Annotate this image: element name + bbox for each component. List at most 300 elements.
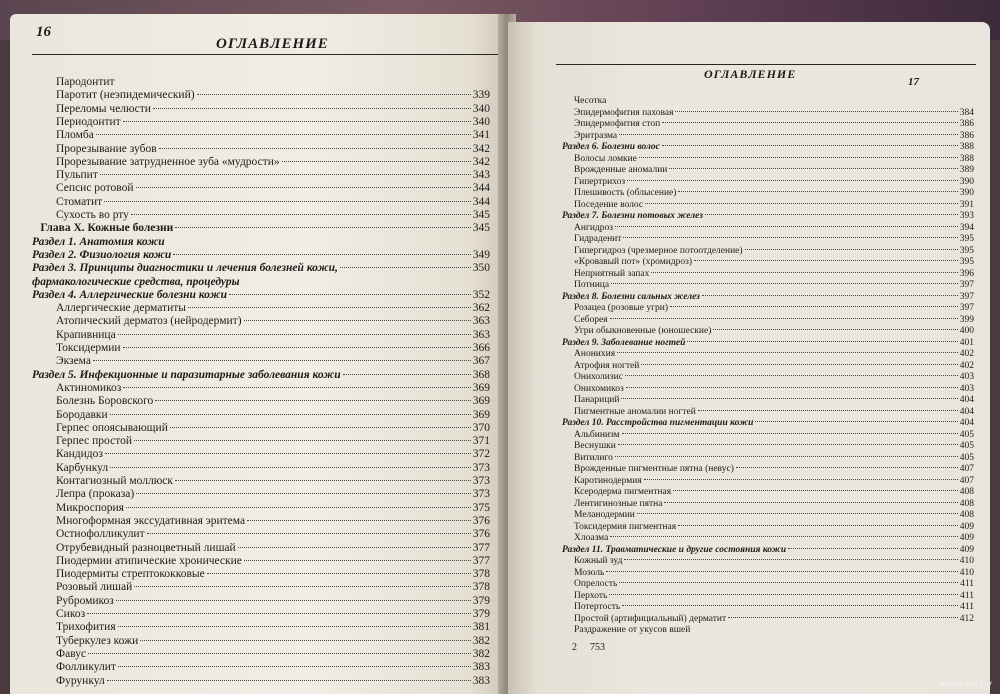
toc-entry-title: Мозоль <box>574 567 605 578</box>
toc-entry-title: Раздражение от укусов вшей <box>574 625 691 635</box>
toc-leader-dots <box>87 613 471 614</box>
toc-leader-dots <box>131 214 471 215</box>
toc-entry-title: Актиномикоз <box>56 381 122 394</box>
toc-leader-dots <box>651 272 957 273</box>
toc-entry-title: Прорезывание затрудненное зуба «мудрости» <box>56 155 280 168</box>
toc-entry <box>32 103 490 115</box>
toc-leader-dots <box>755 421 957 422</box>
toc-entry-page: 395 <box>959 245 974 256</box>
toc-entry <box>32 475 490 487</box>
toc-leader-dots <box>615 456 958 457</box>
toc-entry-title: Меланодермии <box>574 510 635 520</box>
toc-entry-page: 369 <box>472 408 490 421</box>
toc-entry <box>562 591 974 601</box>
left-page <box>10 14 508 694</box>
toc-leader-dots <box>678 191 957 192</box>
toc-entry <box>562 96 974 106</box>
toc-leader-dots <box>615 226 958 227</box>
toc-entry <box>562 131 974 141</box>
toc-entry-title: Лепра (проказа) <box>56 488 135 501</box>
toc-entry <box>32 315 490 327</box>
toc-entry-page: 342 <box>472 155 490 168</box>
toc-entry <box>562 223 974 233</box>
toc-entry-page: 370 <box>472 421 490 434</box>
toc-entry-page: 363 <box>472 315 490 328</box>
toc-entry-page: 340 <box>472 115 490 128</box>
toc-entry-page: 394 <box>959 222 974 233</box>
toc-leader-dots <box>745 249 958 250</box>
toc-entry-title: Фавус <box>56 647 87 660</box>
toc-entry <box>32 116 490 128</box>
toc-entry <box>562 487 974 497</box>
toc-entry <box>562 257 974 267</box>
toc-entry-title: Пародонтит <box>56 76 115 88</box>
toc-entry-page: 397 <box>959 303 974 313</box>
toc-leader-dots <box>626 387 958 388</box>
toc-entry-page: 409 <box>959 544 974 555</box>
toc-leader-dots <box>639 157 958 158</box>
toc-entry <box>32 528 490 540</box>
right-page <box>508 22 990 694</box>
toc-entry <box>32 196 490 208</box>
toc-entry-title: Каротинодермия <box>574 475 642 486</box>
toc-entry <box>32 555 490 567</box>
toc-entry-title: Веснушки <box>574 441 616 451</box>
toc-entry-page: 405 <box>959 429 974 440</box>
toc-entry-title: Болезнь Боровского <box>56 395 154 408</box>
toc-leader-dots <box>698 410 958 411</box>
toc-entry <box>562 349 974 359</box>
toc-entry <box>562 303 974 313</box>
toc-entry-title: Многоформная экссудативная эритема <box>56 514 246 527</box>
toc-leader-dots <box>134 586 470 587</box>
toc-entry <box>32 488 490 500</box>
toc-entry-title: Раздел 7. Болезни потовых желез <box>562 211 703 221</box>
toc-leader-dots <box>118 334 471 335</box>
toc-leader-dots <box>669 168 957 169</box>
toc-leader-dots <box>644 479 958 480</box>
toc-leader-dots <box>116 600 471 601</box>
toc-entry <box>32 675 490 687</box>
toc-entry-page: 404 <box>959 418 974 428</box>
toc-leader-dots <box>247 520 471 521</box>
toc-leader-dots <box>624 559 957 560</box>
toc-entry-title: Раздел 2. Физиология кожи <box>32 248 172 261</box>
toc-entry-page: 377 <box>472 554 490 567</box>
toc-entry-title: Эпидермофития стоп <box>574 119 661 129</box>
toc-entry-page: 386 <box>959 119 974 129</box>
toc-leader-dots <box>641 364 957 365</box>
toc-entry-page: 369 <box>472 381 490 394</box>
toc-entry-page: 363 <box>472 328 490 341</box>
toc-leader-dots <box>617 352 958 353</box>
toc-entry <box>562 476 974 486</box>
toc-leader-dots <box>173 254 470 255</box>
toc-entry-page: 345 <box>472 222 490 235</box>
toc-entry-page: 409 <box>959 521 974 532</box>
toc-entry <box>562 384 974 394</box>
toc-entry <box>32 342 490 354</box>
toc-entry <box>32 462 490 474</box>
toc-entry-title: Раздел 5. Инфекционные и паразитарные заболевания кожи <box>32 368 341 381</box>
toc-entry-title: Атрофия ногтей <box>574 360 640 371</box>
toc-entry <box>562 372 974 382</box>
toc-entry <box>32 156 490 168</box>
toc-leader-dots <box>619 134 958 135</box>
toc-leader-dots <box>188 307 471 308</box>
left-page-header: ОГЛАВЛЕНИЕ <box>216 36 329 52</box>
toc-entry-title: Остиофолликулит <box>56 528 145 541</box>
toc-leader-dots <box>673 490 958 491</box>
toc-entry <box>32 448 490 460</box>
toc-entry-page: 403 <box>959 383 974 394</box>
toc-entry <box>32 76 490 88</box>
toc-entry-page: 409 <box>959 533 974 543</box>
footer-code: 753 <box>590 642 605 653</box>
toc-entry-title: Прорезывание зубов <box>56 142 157 155</box>
toc-entry <box>562 441 974 451</box>
toc-entry-title: Розовый лишай <box>56 581 133 594</box>
toc-entry-title: Пиодермиты стрептококковые <box>56 568 205 581</box>
toc-entry <box>562 430 974 440</box>
toc-entry-title: Раздел 9. Заболевание ногтей <box>562 337 686 348</box>
toc-entry-title: Раздел 11. Травматические и другие состояния кожи <box>562 544 787 555</box>
toc-entry-title: Раздел 4. Аллергические болезни кожи <box>32 288 227 301</box>
toc-leader-dots <box>282 161 471 162</box>
toc-entry-page: 389 <box>959 165 974 175</box>
toc-entry <box>32 143 490 155</box>
toc-entry-title: Глава X. Кожные болезни <box>40 222 174 235</box>
toc-leader-dots <box>244 560 471 561</box>
toc-entry-title: Ксеродерма пигментная <box>574 487 672 497</box>
toc-entry-page: 388 <box>959 153 974 164</box>
toc-entry-title: Альбинизм <box>574 429 620 440</box>
toc-leader-dots <box>126 507 471 508</box>
toc-entry-page: 410 <box>959 567 974 578</box>
toc-leader-dots <box>622 605 958 606</box>
toc-leader-dots <box>675 111 957 112</box>
toc-entry <box>32 515 490 527</box>
toc-entry <box>32 249 490 261</box>
toc-entry <box>562 568 974 578</box>
toc-entry <box>32 182 490 194</box>
toc-entry <box>562 361 974 371</box>
toc-entry-title: Кожный зуд <box>574 556 623 566</box>
toc-entry-page: 411 <box>960 590 974 601</box>
toc-leader-dots <box>118 626 471 627</box>
toc-leader-dots <box>622 433 958 434</box>
toc-leader-dots <box>610 318 958 319</box>
toc-entry-title: Раздел 6. Болезни волос <box>562 142 660 152</box>
toc-entry <box>562 234 974 244</box>
toc-leader-dots <box>153 108 471 109</box>
toc-leader-dots <box>147 533 471 534</box>
toc-entry-page: 376 <box>472 528 490 541</box>
toc-entry-page: 397 <box>959 280 974 290</box>
toc-entry-page: 373 <box>472 475 490 487</box>
toc-entry-page: 404 <box>959 395 974 405</box>
toc-entry <box>32 262 490 274</box>
toc-entry-title: Сикоз <box>56 608 86 620</box>
toc-leader-dots <box>140 640 471 641</box>
toc-leader-dots <box>645 203 958 204</box>
toc-entry <box>32 648 490 660</box>
toc-entry <box>562 579 974 589</box>
toc-entry <box>562 315 974 325</box>
toc-leader-dots <box>343 374 471 375</box>
toc-entry-page: 352 <box>472 288 490 301</box>
toc-entry <box>32 409 490 421</box>
toc-entry-page: 407 <box>959 464 974 474</box>
toc-entry <box>32 329 490 341</box>
toc-entry-page: 344 <box>472 182 490 195</box>
toc-entry <box>32 369 490 381</box>
toc-entry-title: Потница <box>574 280 610 290</box>
toc-entry <box>562 614 974 624</box>
toc-entry-title: Кандидоз <box>56 448 103 461</box>
toc-leader-dots <box>609 594 958 595</box>
right-header-rule <box>556 64 976 65</box>
toc-entry-page: 386 <box>959 130 974 141</box>
toc-leader-dots <box>118 666 471 667</box>
toc-entry-page: 399 <box>959 314 974 325</box>
toc-leader-dots <box>207 573 471 574</box>
toc-leader-dots <box>618 444 958 445</box>
toc-entry-page: 405 <box>959 441 974 451</box>
toc-entry-title: Пульпит <box>56 169 98 182</box>
toc-entry-page: 401 <box>959 337 974 348</box>
toc-entry-page: 408 <box>959 510 974 520</box>
toc-leader-dots <box>229 294 471 295</box>
toc-entry-title: Фолликулит <box>56 661 116 674</box>
toc-entry-title: Поседение волос <box>574 199 644 210</box>
toc-entry <box>32 661 490 673</box>
toc-leader-dots <box>244 320 471 321</box>
toc-entry-title: Атопический дерматоз (нейродермит) <box>56 315 242 328</box>
toc-entry-page: 395 <box>959 234 974 244</box>
toc-entry-page: 379 <box>472 608 490 620</box>
toc-entry-page: 390 <box>959 176 974 187</box>
toc-leader-dots <box>678 525 958 526</box>
toc-entry <box>32 382 490 394</box>
toc-entry <box>562 269 974 279</box>
toc-entry-title: Хлоазма <box>574 533 609 543</box>
toc-leader-dots <box>175 227 470 228</box>
toc-entry-title: Волосы ломкие <box>574 153 637 164</box>
toc-leader-dots <box>134 440 471 441</box>
toc-entry-page: 383 <box>472 661 490 674</box>
toc-leader-dots <box>664 502 957 503</box>
toc-entry <box>562 211 974 221</box>
toc-entry-page: 366 <box>472 342 490 354</box>
toc-entry <box>32 502 490 514</box>
toc-entry-title: Отрубевидный разноцветный лишай <box>56 541 236 554</box>
toc-entry-title: Микроспория <box>56 501 124 514</box>
toc-leader-dots <box>702 295 958 296</box>
toc-entry <box>32 129 490 141</box>
toc-entry-title: Пломба <box>56 129 94 142</box>
toc-entry <box>32 222 490 234</box>
toc-entry <box>562 407 974 417</box>
toc-entry-title: Ангидроз <box>574 222 614 233</box>
toc-entry-page: 345 <box>472 209 490 221</box>
toc-entry <box>32 422 490 434</box>
toc-leader-dots <box>340 267 471 268</box>
right-page-number: 17 <box>908 76 919 88</box>
toc-entry <box>32 276 490 288</box>
toc-entry-title: Паротит (неэпидемический) <box>56 89 195 102</box>
toc-entry <box>562 108 974 118</box>
toc-entry <box>562 418 974 428</box>
toc-entry <box>562 338 974 348</box>
toc-entry-page: 410 <box>959 556 974 566</box>
toc-entry <box>32 595 490 607</box>
toc-entry-title: Рубромикоз <box>56 594 114 607</box>
toc-entry-page: 411 <box>960 602 974 612</box>
toc-entry-page: 379 <box>472 594 490 607</box>
toc-leader-dots <box>637 513 958 514</box>
toc-entry-title: Панариций <box>574 395 620 405</box>
toc-entry-title: Раздел 3. Принципы диагностики и лечения болезней кожи, <box>32 262 338 275</box>
toc-entry-title: Фурункул <box>56 674 105 687</box>
toc-leader-dots <box>662 122 958 123</box>
toc-entry-title: Пигментные аномалии ногтей <box>574 406 696 417</box>
toc-leader-dots <box>136 187 471 188</box>
toc-leader-dots <box>705 214 958 215</box>
toc-entry-page: 403 <box>959 372 974 382</box>
toc-entry <box>32 89 490 101</box>
toc-entry <box>562 292 974 302</box>
toc-entry <box>562 510 974 520</box>
toc-leader-dots <box>96 134 471 135</box>
toc-leader-dots <box>625 375 958 376</box>
toc-entry-page: 396 <box>959 268 974 279</box>
toc-leader-dots <box>159 148 471 149</box>
toc-entry <box>32 608 490 620</box>
left-header-rule <box>32 54 498 55</box>
toc-entry <box>562 200 974 210</box>
toc-entry-title: Лентигинозные пятна <box>574 498 663 509</box>
toc-entry <box>562 154 974 164</box>
toc-entry <box>562 280 974 290</box>
toc-entry <box>562 142 974 152</box>
toc-leader-dots <box>238 547 471 548</box>
toc-leader-dots <box>713 329 957 330</box>
toc-leader-dots <box>197 94 471 95</box>
toc-entry <box>32 209 490 221</box>
toc-entry-page: 378 <box>472 581 490 594</box>
toc-entry-page: 391 <box>959 199 974 210</box>
toc-entry <box>562 165 974 175</box>
left-page-number: 16 <box>36 24 51 40</box>
toc-entry-page: 376 <box>472 514 490 527</box>
toc-entry-title: Витилиго <box>574 452 613 463</box>
toc-entry-page: 349 <box>472 248 490 261</box>
toc-leader-dots <box>104 201 471 202</box>
toc-entry <box>562 533 974 543</box>
toc-entry-title: Раздел 1. Анатомия кожи <box>32 235 165 248</box>
toc-entry-title: Трихофития <box>56 621 116 634</box>
toc-leader-dots <box>136 493 471 494</box>
toc-entry-page: 393 <box>959 211 974 221</box>
toc-entry-page: 362 <box>472 302 490 315</box>
toc-entry-page: 412 <box>959 613 974 624</box>
toc-leader-dots <box>107 680 471 681</box>
toc-entry-page: 373 <box>472 461 490 474</box>
toc-entry <box>562 464 974 474</box>
toc-entry-page: 382 <box>472 647 490 660</box>
toc-entry-title: Врожденные пигментные пятна (невус) <box>574 464 734 474</box>
toc-entry-title: Угри обыкновенные (юношеские) <box>574 326 712 336</box>
toc-entry-title: Гидраденит <box>574 234 622 244</box>
toc-entry <box>562 545 974 555</box>
toc-entry-page: 381 <box>472 621 490 634</box>
toc-leader-dots <box>694 260 958 261</box>
toc-entry <box>562 395 974 405</box>
toc-entry <box>32 568 490 580</box>
toc-leader-dots <box>788 548 958 549</box>
toc-entry <box>562 499 974 509</box>
toc-entry-page: 369 <box>472 395 490 408</box>
toc-leader-dots <box>736 467 958 468</box>
toc-entry-title: Эритразма <box>574 130 618 141</box>
toc-entry-page: 383 <box>472 674 490 687</box>
toc-entry-title: Чесотка <box>574 96 607 106</box>
toc-leader-dots <box>155 400 470 401</box>
toc-leader-dots <box>88 653 471 654</box>
toc-leader-dots <box>93 360 471 361</box>
toc-entry <box>562 522 974 532</box>
toc-entry-page: 408 <box>959 498 974 509</box>
toc-entry <box>32 289 490 301</box>
toc-entry-page: 405 <box>959 452 974 463</box>
toc-entry-title: Экзема <box>56 355 91 368</box>
toc-entry <box>32 302 490 314</box>
toc-entry-title: Карбункул <box>56 461 109 474</box>
toc-entry <box>32 169 490 181</box>
toc-leader-dots <box>123 347 471 348</box>
toc-entry-page: 384 <box>959 107 974 118</box>
toc-entry <box>32 542 490 554</box>
toc-entry-page: 342 <box>472 142 490 155</box>
toc-entry-title: Розацеа (розовые угри) <box>574 303 668 313</box>
toc-entry-title: Сепсис ротовой <box>56 182 134 195</box>
toc-entry-title: Эпидермофития паховая <box>574 107 674 118</box>
toc-entry-title: Гипертрихоз <box>574 176 626 187</box>
toc-entry-title: Герпес опоясывающий <box>56 421 168 434</box>
toc-entry-page: 408 <box>959 487 974 497</box>
toc-entry-title: Пиодермии атипические хронические <box>56 554 242 567</box>
toc-leader-dots <box>105 453 471 454</box>
toc-leader-dots <box>606 571 957 572</box>
toc-entry-page: 377 <box>472 541 490 554</box>
toc-entry-title: Врожденные аномалии <box>574 165 668 175</box>
toc-entry-title: Периодонтит <box>56 115 121 128</box>
toc-entry-page: 397 <box>959 291 974 302</box>
toc-entry-page: 372 <box>472 448 490 461</box>
toc-leader-dots <box>170 427 471 428</box>
toc-entry-page: 390 <box>959 188 974 198</box>
toc-entry-title: «Кровавый пот» (хромидроз) <box>574 257 693 267</box>
toc-entry-title: Герпес простой <box>56 435 132 448</box>
toc-entry-page: 411 <box>960 579 974 589</box>
toc-entry <box>562 556 974 566</box>
toc-leader-dots <box>611 283 958 284</box>
toc-leader-dots <box>621 398 957 399</box>
toc-entry-page: 373 <box>472 488 490 501</box>
toc-entry-page: 382 <box>472 634 490 647</box>
toc-leader-dots <box>123 387 470 388</box>
